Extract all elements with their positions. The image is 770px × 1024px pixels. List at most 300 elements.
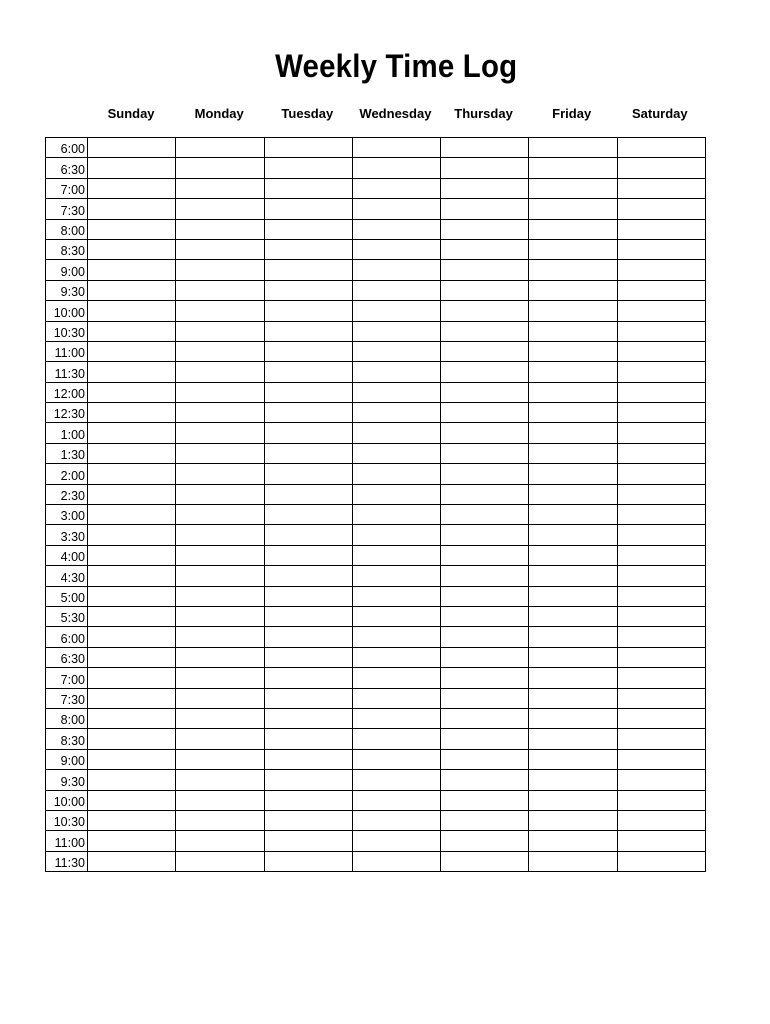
time-label: 3:30 bbox=[46, 525, 88, 545]
log-cell-monday[interactable] bbox=[176, 851, 264, 871]
log-cell-saturday[interactable] bbox=[617, 239, 705, 259]
log-cell-sunday[interactable] bbox=[88, 301, 176, 321]
log-cell-thursday[interactable] bbox=[441, 749, 529, 769]
log-cell-saturday[interactable] bbox=[617, 810, 705, 830]
time-label: 6:30 bbox=[46, 158, 88, 178]
log-cell-monday[interactable] bbox=[176, 545, 264, 565]
time-label: 11:30 bbox=[46, 362, 88, 382]
log-cell-saturday[interactable] bbox=[617, 627, 705, 647]
log-cell-sunday[interactable] bbox=[88, 382, 176, 402]
time-label: 9:30 bbox=[46, 280, 88, 300]
log-cell-saturday[interactable] bbox=[617, 178, 705, 198]
log-cell-thursday[interactable] bbox=[441, 566, 529, 586]
time-label: 6:00 bbox=[46, 138, 88, 158]
log-cell-sunday[interactable] bbox=[88, 403, 176, 423]
log-cell-wednesday[interactable] bbox=[352, 668, 440, 688]
log-cell-thursday[interactable] bbox=[441, 403, 529, 423]
log-cell-sunday[interactable] bbox=[88, 851, 176, 871]
log-cell-monday[interactable] bbox=[176, 831, 264, 851]
log-cell-tuesday[interactable] bbox=[264, 790, 352, 810]
log-cell-sunday[interactable] bbox=[88, 708, 176, 728]
log-cell-sunday[interactable] bbox=[88, 790, 176, 810]
log-cell-tuesday[interactable] bbox=[264, 586, 352, 606]
log-cell-tuesday[interactable] bbox=[264, 810, 352, 830]
time-row bbox=[46, 770, 706, 790]
log-cell-saturday[interactable] bbox=[617, 382, 705, 402]
time-label: 5:00 bbox=[46, 586, 88, 606]
time-row bbox=[46, 749, 706, 769]
log-cell-saturday[interactable] bbox=[617, 505, 705, 525]
day-header-monday: Monday bbox=[194, 106, 244, 121]
log-cell-thursday[interactable] bbox=[441, 729, 529, 749]
log-cell-thursday[interactable] bbox=[441, 647, 529, 667]
log-cell-tuesday[interactable] bbox=[264, 239, 352, 259]
time-row bbox=[46, 199, 706, 219]
day-header-tuesday: Tuesday bbox=[281, 106, 334, 121]
log-cell-sunday[interactable] bbox=[88, 647, 176, 667]
time-row bbox=[46, 627, 706, 647]
log-cell-thursday[interactable] bbox=[441, 341, 529, 361]
log-cell-sunday[interactable] bbox=[88, 606, 176, 626]
log-cell-friday[interactable] bbox=[529, 688, 617, 708]
log-cell-saturday[interactable] bbox=[617, 770, 705, 790]
log-cell-wednesday[interactable] bbox=[352, 138, 440, 158]
log-cell-sunday[interactable] bbox=[88, 668, 176, 688]
log-cell-thursday[interactable] bbox=[441, 484, 529, 504]
log-cell-thursday[interactable] bbox=[441, 831, 529, 851]
log-cell-tuesday[interactable] bbox=[264, 260, 352, 280]
log-cell-thursday[interactable] bbox=[441, 138, 529, 158]
log-cell-friday[interactable] bbox=[529, 423, 617, 443]
log-cell-wednesday[interactable] bbox=[352, 464, 440, 484]
log-cell-sunday[interactable] bbox=[88, 158, 176, 178]
log-cell-saturday[interactable] bbox=[617, 586, 705, 606]
time-row bbox=[46, 505, 706, 525]
time-row bbox=[46, 851, 706, 871]
log-cell-wednesday[interactable] bbox=[352, 851, 440, 871]
log-cell-wednesday[interactable] bbox=[352, 280, 440, 300]
log-cell-tuesday[interactable] bbox=[264, 770, 352, 790]
time-label: 11:00 bbox=[46, 341, 88, 361]
log-cell-saturday[interactable] bbox=[617, 199, 705, 219]
log-cell-thursday[interactable] bbox=[441, 239, 529, 259]
log-cell-wednesday[interactable] bbox=[352, 749, 440, 769]
log-cell-monday[interactable] bbox=[176, 525, 264, 545]
log-cell-wednesday[interactable] bbox=[352, 382, 440, 402]
log-cell-wednesday[interactable] bbox=[352, 566, 440, 586]
time-row bbox=[46, 525, 706, 545]
log-cell-saturday[interactable] bbox=[617, 362, 705, 382]
log-cell-friday[interactable] bbox=[529, 301, 617, 321]
log-cell-friday[interactable] bbox=[529, 851, 617, 871]
log-cell-monday[interactable] bbox=[176, 260, 264, 280]
log-cell-friday[interactable] bbox=[529, 382, 617, 402]
log-cell-thursday[interactable] bbox=[441, 443, 529, 463]
log-cell-friday[interactable] bbox=[529, 749, 617, 769]
log-cell-friday[interactable] bbox=[529, 403, 617, 423]
time-label: 7:00 bbox=[46, 178, 88, 198]
log-cell-tuesday[interactable] bbox=[264, 545, 352, 565]
log-cell-saturday[interactable] bbox=[617, 831, 705, 851]
log-cell-friday[interactable] bbox=[529, 443, 617, 463]
log-cell-thursday[interactable] bbox=[441, 586, 529, 606]
log-cell-wednesday[interactable] bbox=[352, 810, 440, 830]
log-cell-sunday[interactable] bbox=[88, 362, 176, 382]
log-cell-sunday[interactable] bbox=[88, 525, 176, 545]
log-cell-saturday[interactable] bbox=[617, 484, 705, 504]
log-cell-wednesday[interactable] bbox=[352, 606, 440, 626]
log-cell-saturday[interactable] bbox=[617, 403, 705, 423]
log-cell-thursday[interactable] bbox=[441, 668, 529, 688]
log-cell-saturday[interactable] bbox=[617, 280, 705, 300]
log-cell-thursday[interactable] bbox=[441, 280, 529, 300]
log-cell-saturday[interactable] bbox=[617, 423, 705, 443]
log-cell-monday[interactable] bbox=[176, 484, 264, 504]
time-row bbox=[46, 362, 706, 382]
log-cell-monday[interactable] bbox=[176, 749, 264, 769]
log-cell-thursday[interactable] bbox=[441, 505, 529, 525]
time-row bbox=[46, 545, 706, 565]
log-cell-wednesday[interactable] bbox=[352, 321, 440, 341]
log-cell-monday[interactable] bbox=[176, 810, 264, 830]
log-cell-monday[interactable] bbox=[176, 178, 264, 198]
log-cell-saturday[interactable] bbox=[617, 647, 705, 667]
log-cell-sunday[interactable] bbox=[88, 831, 176, 851]
log-cell-monday[interactable] bbox=[176, 403, 264, 423]
log-cell-friday[interactable] bbox=[529, 831, 617, 851]
log-cell-thursday[interactable] bbox=[441, 810, 529, 830]
log-cell-friday[interactable] bbox=[529, 606, 617, 626]
time-label: 12:30 bbox=[46, 403, 88, 423]
log-cell-wednesday[interactable] bbox=[352, 831, 440, 851]
time-label: 11:30 bbox=[46, 851, 88, 871]
log-cell-wednesday[interactable] bbox=[352, 260, 440, 280]
time-label: 6:00 bbox=[46, 627, 88, 647]
log-cell-tuesday[interactable] bbox=[264, 688, 352, 708]
log-cell-friday[interactable] bbox=[529, 627, 617, 647]
log-cell-monday[interactable] bbox=[176, 464, 264, 484]
time-row bbox=[46, 606, 706, 626]
log-cell-tuesday[interactable] bbox=[264, 484, 352, 504]
log-cell-tuesday[interactable] bbox=[264, 627, 352, 647]
log-cell-friday[interactable] bbox=[529, 199, 617, 219]
log-cell-monday[interactable] bbox=[176, 443, 264, 463]
log-cell-tuesday[interactable] bbox=[264, 423, 352, 443]
log-cell-tuesday[interactable] bbox=[264, 749, 352, 769]
log-cell-saturday[interactable] bbox=[617, 790, 705, 810]
log-cell-monday[interactable] bbox=[176, 138, 264, 158]
log-cell-saturday[interactable] bbox=[617, 301, 705, 321]
log-cell-monday[interactable] bbox=[176, 341, 264, 361]
page-title: Weekly Time Log bbox=[275, 48, 518, 84]
log-cell-monday[interactable] bbox=[176, 586, 264, 606]
log-cell-sunday[interactable] bbox=[88, 749, 176, 769]
log-cell-wednesday[interactable] bbox=[352, 443, 440, 463]
log-cell-saturday[interactable] bbox=[617, 138, 705, 158]
log-cell-monday[interactable] bbox=[176, 301, 264, 321]
log-cell-tuesday[interactable] bbox=[264, 301, 352, 321]
log-cell-monday[interactable] bbox=[176, 382, 264, 402]
log-cell-tuesday[interactable] bbox=[264, 403, 352, 423]
log-cell-sunday[interactable] bbox=[88, 260, 176, 280]
time-label: 9:00 bbox=[46, 749, 88, 769]
log-cell-sunday[interactable] bbox=[88, 138, 176, 158]
log-cell-sunday[interactable] bbox=[88, 484, 176, 504]
log-cell-wednesday[interactable] bbox=[352, 158, 440, 178]
log-cell-thursday[interactable] bbox=[441, 545, 529, 565]
log-cell-thursday[interactable] bbox=[441, 770, 529, 790]
time-row bbox=[46, 668, 706, 688]
log-cell-saturday[interactable] bbox=[617, 525, 705, 545]
log-cell-wednesday[interactable] bbox=[352, 403, 440, 423]
log-cell-monday[interactable] bbox=[176, 505, 264, 525]
log-cell-tuesday[interactable] bbox=[264, 382, 352, 402]
log-cell-tuesday[interactable] bbox=[264, 851, 352, 871]
time-label: 2:00 bbox=[46, 464, 88, 484]
log-cell-sunday[interactable] bbox=[88, 219, 176, 239]
log-cell-wednesday[interactable] bbox=[352, 647, 440, 667]
log-cell-wednesday[interactable] bbox=[352, 708, 440, 728]
log-cell-thursday[interactable] bbox=[441, 178, 529, 198]
log-cell-friday[interactable] bbox=[529, 219, 617, 239]
log-cell-sunday[interactable] bbox=[88, 321, 176, 341]
log-cell-tuesday[interactable] bbox=[264, 341, 352, 361]
log-cell-tuesday[interactable] bbox=[264, 158, 352, 178]
log-cell-wednesday[interactable] bbox=[352, 729, 440, 749]
time-label: 10:30 bbox=[46, 810, 88, 830]
log-cell-tuesday[interactable] bbox=[264, 464, 352, 484]
log-cell-sunday[interactable] bbox=[88, 627, 176, 647]
log-cell-sunday[interactable] bbox=[88, 729, 176, 749]
time-row bbox=[46, 790, 706, 810]
log-cell-tuesday[interactable] bbox=[264, 831, 352, 851]
log-cell-thursday[interactable] bbox=[441, 790, 529, 810]
log-cell-thursday[interactable] bbox=[441, 688, 529, 708]
log-cell-saturday[interactable] bbox=[617, 851, 705, 871]
log-cell-wednesday[interactable] bbox=[352, 627, 440, 647]
log-cell-monday[interactable] bbox=[176, 280, 264, 300]
log-cell-tuesday[interactable] bbox=[264, 362, 352, 382]
time-row bbox=[46, 219, 706, 239]
log-cell-monday[interactable] bbox=[176, 321, 264, 341]
log-cell-thursday[interactable] bbox=[441, 627, 529, 647]
log-cell-monday[interactable] bbox=[176, 729, 264, 749]
log-cell-friday[interactable] bbox=[529, 321, 617, 341]
log-cell-saturday[interactable] bbox=[617, 260, 705, 280]
log-cell-thursday[interactable] bbox=[441, 219, 529, 239]
log-cell-sunday[interactable] bbox=[88, 545, 176, 565]
log-cell-sunday[interactable] bbox=[88, 443, 176, 463]
time-row bbox=[46, 382, 706, 402]
log-cell-wednesday[interactable] bbox=[352, 199, 440, 219]
log-cell-tuesday[interactable] bbox=[264, 606, 352, 626]
log-cell-monday[interactable] bbox=[176, 708, 264, 728]
log-cell-friday[interactable] bbox=[529, 280, 617, 300]
log-cell-saturday[interactable] bbox=[617, 545, 705, 565]
log-cell-monday[interactable] bbox=[176, 668, 264, 688]
time-label: 10:30 bbox=[46, 321, 88, 341]
log-cell-tuesday[interactable] bbox=[264, 668, 352, 688]
log-cell-friday[interactable] bbox=[529, 810, 617, 830]
log-cell-friday[interactable] bbox=[529, 341, 617, 361]
log-cell-wednesday[interactable] bbox=[352, 688, 440, 708]
log-cell-monday[interactable] bbox=[176, 423, 264, 443]
log-cell-thursday[interactable] bbox=[441, 423, 529, 443]
log-cell-wednesday[interactable] bbox=[352, 301, 440, 321]
time-row bbox=[46, 708, 706, 728]
log-cell-friday[interactable] bbox=[529, 464, 617, 484]
log-cell-thursday[interactable] bbox=[441, 464, 529, 484]
time-row bbox=[46, 341, 706, 361]
time-label: 3:00 bbox=[46, 505, 88, 525]
log-cell-wednesday[interactable] bbox=[352, 525, 440, 545]
log-cell-friday[interactable] bbox=[529, 484, 617, 504]
log-cell-wednesday[interactable] bbox=[352, 178, 440, 198]
log-cell-friday[interactable] bbox=[529, 505, 617, 525]
time-label: 10:00 bbox=[46, 301, 88, 321]
log-cell-tuesday[interactable] bbox=[264, 566, 352, 586]
log-cell-monday[interactable] bbox=[176, 239, 264, 259]
time-label: 8:00 bbox=[46, 708, 88, 728]
log-cell-sunday[interactable] bbox=[88, 688, 176, 708]
log-cell-thursday[interactable] bbox=[441, 708, 529, 728]
day-header-friday: Friday bbox=[552, 106, 592, 121]
log-cell-wednesday[interactable] bbox=[352, 505, 440, 525]
log-cell-friday[interactable] bbox=[529, 647, 617, 667]
log-cell-sunday[interactable] bbox=[88, 178, 176, 198]
log-cell-sunday[interactable] bbox=[88, 199, 176, 219]
log-cell-tuesday[interactable] bbox=[264, 708, 352, 728]
log-cell-friday[interactable] bbox=[529, 158, 617, 178]
log-cell-wednesday[interactable] bbox=[352, 484, 440, 504]
log-cell-wednesday[interactable] bbox=[352, 239, 440, 259]
time-label: 8:00 bbox=[46, 219, 88, 239]
log-cell-monday[interactable] bbox=[176, 606, 264, 626]
log-cell-sunday[interactable] bbox=[88, 464, 176, 484]
log-cell-tuesday[interactable] bbox=[264, 505, 352, 525]
log-cell-monday[interactable] bbox=[176, 199, 264, 219]
log-cell-thursday[interactable] bbox=[441, 851, 529, 871]
log-cell-thursday[interactable] bbox=[441, 199, 529, 219]
time-label: 7:30 bbox=[46, 199, 88, 219]
log-cell-friday[interactable] bbox=[529, 138, 617, 158]
log-cell-tuesday[interactable] bbox=[264, 647, 352, 667]
log-cell-friday[interactable] bbox=[529, 260, 617, 280]
time-label: 5:30 bbox=[46, 606, 88, 626]
time-row bbox=[46, 301, 706, 321]
log-cell-tuesday[interactable] bbox=[264, 199, 352, 219]
time-row bbox=[46, 423, 706, 443]
log-cell-sunday[interactable] bbox=[88, 810, 176, 830]
log-cell-friday[interactable] bbox=[529, 566, 617, 586]
log-cell-thursday[interactable] bbox=[441, 158, 529, 178]
log-cell-wednesday[interactable] bbox=[352, 423, 440, 443]
log-cell-tuesday[interactable] bbox=[264, 280, 352, 300]
log-cell-monday[interactable] bbox=[176, 566, 264, 586]
log-cell-saturday[interactable] bbox=[617, 219, 705, 239]
log-cell-saturday[interactable] bbox=[617, 606, 705, 626]
log-cell-tuesday[interactable] bbox=[264, 443, 352, 463]
log-cell-wednesday[interactable] bbox=[352, 545, 440, 565]
log-cell-sunday[interactable] bbox=[88, 566, 176, 586]
time-row bbox=[46, 178, 706, 198]
log-cell-wednesday[interactable] bbox=[352, 770, 440, 790]
log-cell-monday[interactable] bbox=[176, 158, 264, 178]
log-cell-thursday[interactable] bbox=[441, 260, 529, 280]
log-cell-friday[interactable] bbox=[529, 545, 617, 565]
log-cell-friday[interactable] bbox=[529, 668, 617, 688]
log-cell-wednesday[interactable] bbox=[352, 362, 440, 382]
log-cell-friday[interactable] bbox=[529, 708, 617, 728]
time-row bbox=[46, 280, 706, 300]
log-cell-friday[interactable] bbox=[529, 178, 617, 198]
log-cell-saturday[interactable] bbox=[617, 668, 705, 688]
log-cell-friday[interactable] bbox=[529, 525, 617, 545]
log-cell-saturday[interactable] bbox=[617, 566, 705, 586]
log-cell-monday[interactable] bbox=[176, 627, 264, 647]
log-cell-sunday[interactable] bbox=[88, 423, 176, 443]
log-cell-saturday[interactable] bbox=[617, 443, 705, 463]
log-cell-sunday[interactable] bbox=[88, 239, 176, 259]
log-cell-wednesday[interactable] bbox=[352, 219, 440, 239]
log-cell-thursday[interactable] bbox=[441, 606, 529, 626]
log-cell-thursday[interactable] bbox=[441, 525, 529, 545]
log-cell-friday[interactable] bbox=[529, 239, 617, 259]
log-cell-sunday[interactable] bbox=[88, 341, 176, 361]
log-cell-monday[interactable] bbox=[176, 219, 264, 239]
log-cell-saturday[interactable] bbox=[617, 688, 705, 708]
log-cell-tuesday[interactable] bbox=[264, 729, 352, 749]
log-cell-thursday[interactable] bbox=[441, 321, 529, 341]
log-cell-tuesday[interactable] bbox=[264, 525, 352, 545]
log-cell-sunday[interactable] bbox=[88, 770, 176, 790]
time-row bbox=[46, 260, 706, 280]
log-cell-tuesday[interactable] bbox=[264, 178, 352, 198]
log-cell-wednesday[interactable] bbox=[352, 790, 440, 810]
time-label: 8:30 bbox=[46, 239, 88, 259]
log-cell-tuesday[interactable] bbox=[264, 321, 352, 341]
log-cell-wednesday[interactable] bbox=[352, 586, 440, 606]
log-cell-friday[interactable] bbox=[529, 729, 617, 749]
log-cell-tuesday[interactable] bbox=[264, 219, 352, 239]
log-cell-monday[interactable] bbox=[176, 647, 264, 667]
log-cell-saturday[interactable] bbox=[617, 341, 705, 361]
log-cell-sunday[interactable] bbox=[88, 586, 176, 606]
log-cell-saturday[interactable] bbox=[617, 158, 705, 178]
time-label: 8:30 bbox=[46, 729, 88, 749]
log-cell-friday[interactable] bbox=[529, 790, 617, 810]
log-cell-monday[interactable] bbox=[176, 688, 264, 708]
log-cell-thursday[interactable] bbox=[441, 382, 529, 402]
log-cell-saturday[interactable] bbox=[617, 708, 705, 728]
log-cell-friday[interactable] bbox=[529, 770, 617, 790]
log-cell-saturday[interactable] bbox=[617, 729, 705, 749]
log-cell-thursday[interactable] bbox=[441, 362, 529, 382]
log-cell-saturday[interactable] bbox=[617, 464, 705, 484]
log-cell-friday[interactable] bbox=[529, 362, 617, 382]
log-cell-monday[interactable] bbox=[176, 790, 264, 810]
log-cell-friday[interactable] bbox=[529, 586, 617, 606]
log-cell-thursday[interactable] bbox=[441, 301, 529, 321]
log-cell-sunday[interactable] bbox=[88, 505, 176, 525]
log-cell-wednesday[interactable] bbox=[352, 341, 440, 361]
log-cell-monday[interactable] bbox=[176, 362, 264, 382]
log-cell-sunday[interactable] bbox=[88, 280, 176, 300]
log-cell-saturday[interactable] bbox=[617, 321, 705, 341]
log-cell-saturday[interactable] bbox=[617, 749, 705, 769]
log-cell-tuesday[interactable] bbox=[264, 138, 352, 158]
log-cell-monday[interactable] bbox=[176, 770, 264, 790]
